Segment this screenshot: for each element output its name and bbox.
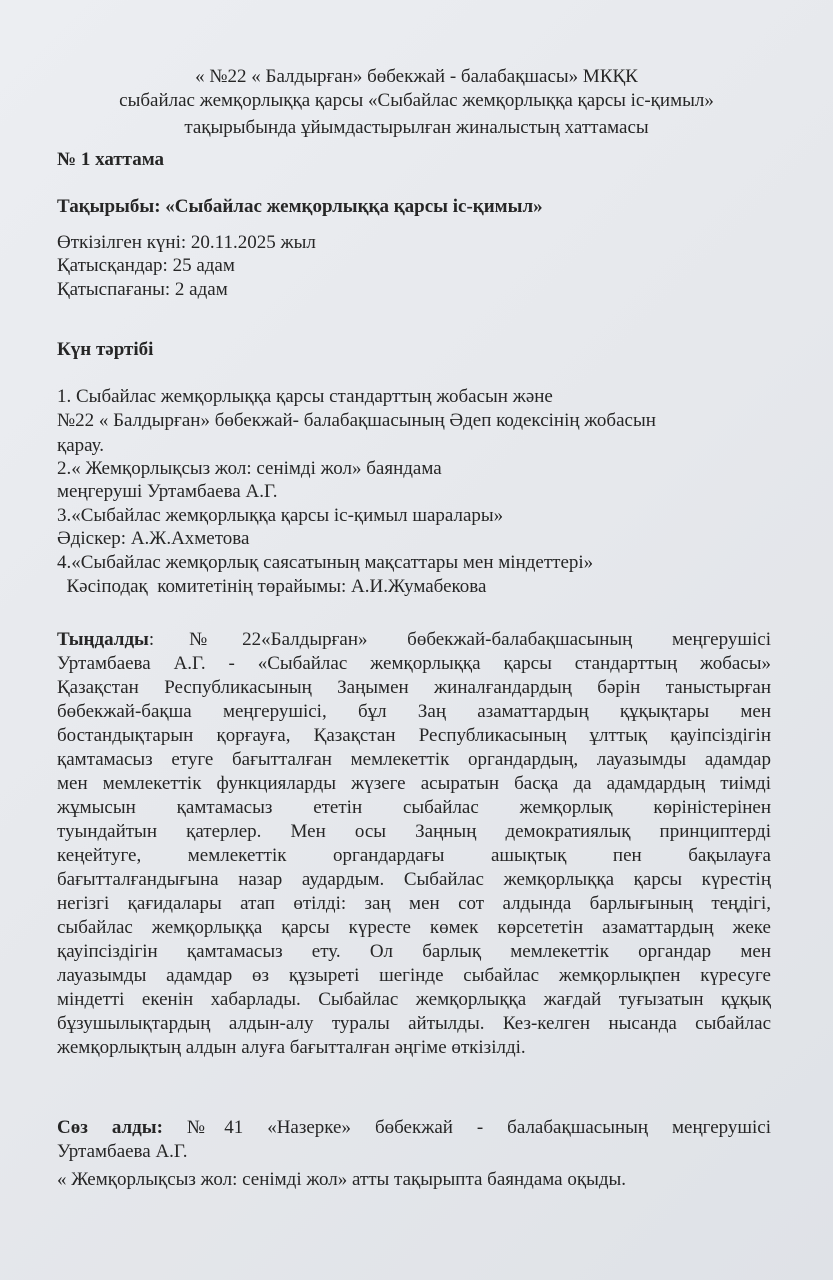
speech-line: Уртамбаева А.Г. xyxy=(57,1141,188,1162)
heard-line: сыбайлас жемқорлыққа қарсы күресте көмек көрсететін азаматтардың жеке xyxy=(57,917,771,938)
heard-line: бостандықтарын қорғауға, Қазақстан Республикасының ұлттық қауіпсіздігін xyxy=(57,725,771,746)
heard-line: қамтамасыз етуге бағытталған мемлекеттік органдардың, лауазымды адамдар xyxy=(57,749,771,770)
attendees: Қатысқандар: 25 адам xyxy=(57,255,235,276)
heard-line: бөбекжай-бақша меңгерушісі, бұл Заң азаматтардың құқықтары мен xyxy=(57,701,771,722)
agenda-item-line: Кәсіподақ комитетінің төрайымы: А.И.Жумабекова xyxy=(57,576,487,597)
speech-label: Сөз алды: xyxy=(57,1117,163,1138)
agenda-item-line: 3.«Сыбайлас жемқорлыққа қарсы іс-қимыл шаралары» xyxy=(57,505,504,526)
heard-line: лауазымды адамдар өз құзыреті шегінде сыбайлас жемқорлықпен күресуге xyxy=(57,965,771,986)
heard-line: Уртамбаева А.Г. - «Сыбайлас жемқорлыққа қарсы стандарттың жобасы» xyxy=(57,653,771,674)
agenda-item-line: 2.« Жемқорлықсыз жол: сенімді жол» баяндама xyxy=(57,458,442,479)
agenda-title: Күн тәртібі xyxy=(57,339,154,360)
speech-first-line xyxy=(57,1116,771,1140)
heard-line: міндетті екенін хабарлады. Сыбайлас жемқорлыққа жағдай туғызатын құқық xyxy=(57,989,771,1010)
header-line-1: « №22 « Балдырған» бөбекжай - балабақшасы» МКҚК xyxy=(195,66,638,87)
agenda-item-line: 1. Сыбайлас жемқорлыққа қарсы стандарттың жобасын және xyxy=(57,386,553,407)
agenda-item-line: меңгеруші Уртамбаева А.Г. xyxy=(57,481,278,502)
heard-line: бағытталғандығына назар аудардым. Сыбайлас жемқорлыққа қарсы күрестің xyxy=(57,869,771,890)
heard-line: туындайтын қатерлер. Мен осы Заңның демократиялық принциптерді xyxy=(57,821,771,842)
speech-line: « Жемқорлықсыз жол: сенімді жол» атты тақырыпта баяндама оқыды. xyxy=(57,1169,627,1190)
heard-first-line xyxy=(57,628,771,652)
agenda-item-line: №22 « Балдырған» бөбекжай- балабақшасының Әдеп кодексінің жобасын xyxy=(57,410,656,431)
heard-line: Қазақстан Республикасының Заңымен жиналғандардың бәрін таныстырған xyxy=(57,677,771,698)
agenda-item-line: 4.«Сыбайлас жемқорлық саясатының мақсаттары мен міндеттері» xyxy=(57,552,594,573)
heard-line: бұзушылықтардың алдын-алу туралы айтылды. Кез-келген нысанда сыбайлас xyxy=(57,1013,771,1034)
heard-first-text: :№22«Балдырған» бөбекжай-балабақшасының меңгерушісі xyxy=(148,629,771,650)
heard-line: қауіпсіздігін қамтамасыз ету. Ол барлық мемлекеттік органдар мен xyxy=(57,941,771,962)
heard-line: жұмысын қамтамасыз ететін сыбайлас жемқорлық көріністерінен xyxy=(57,797,771,818)
heard-label: Тыңдалды xyxy=(57,629,149,650)
heard-last-line: жемқорлықтың алдын алуға бағытталған әңгіме өткізілді. xyxy=(57,1037,526,1058)
header-line-2: сыбайлас жемқорлыққа қарсы «Сыбайлас жемқорлыққа қарсы іс-қимыл» xyxy=(119,90,714,111)
heard-line: мен мемлекеттік функцияларды жүзеге асыратын басқа да адамдардың тиімді xyxy=(57,773,771,794)
absentees: Қатыспағаны: 2 адам xyxy=(57,279,228,300)
meeting-date: Өткізілген күні: 20.11.2025 жыл xyxy=(57,232,316,253)
topic-heading: Тақырыбы: «Сыбайлас жемқорлыққа қарсы іс-қимыл» xyxy=(57,196,543,217)
heard-line: негізгі қағидалары атап өтілді: заң мен сот алдында барлығының теңдігі, xyxy=(57,893,771,914)
heard-line: кеңейтуге, мемлекеттік органдардағы ашықтық пен бақылауға xyxy=(57,845,771,866)
agenda-item-line: қарау. xyxy=(57,435,104,456)
agenda-item-line: Әдіскер: А.Ж.Ахметова xyxy=(57,528,250,549)
speech-first-text: №41 «Назерке» бөбекжай - балабақшасының меңгерушісі xyxy=(186,1117,771,1138)
header-line-3: тақырыбында ұйымдастырылған жиналыстың хаттамасы xyxy=(184,117,649,138)
protocol-number: № 1 хаттама xyxy=(57,149,165,170)
